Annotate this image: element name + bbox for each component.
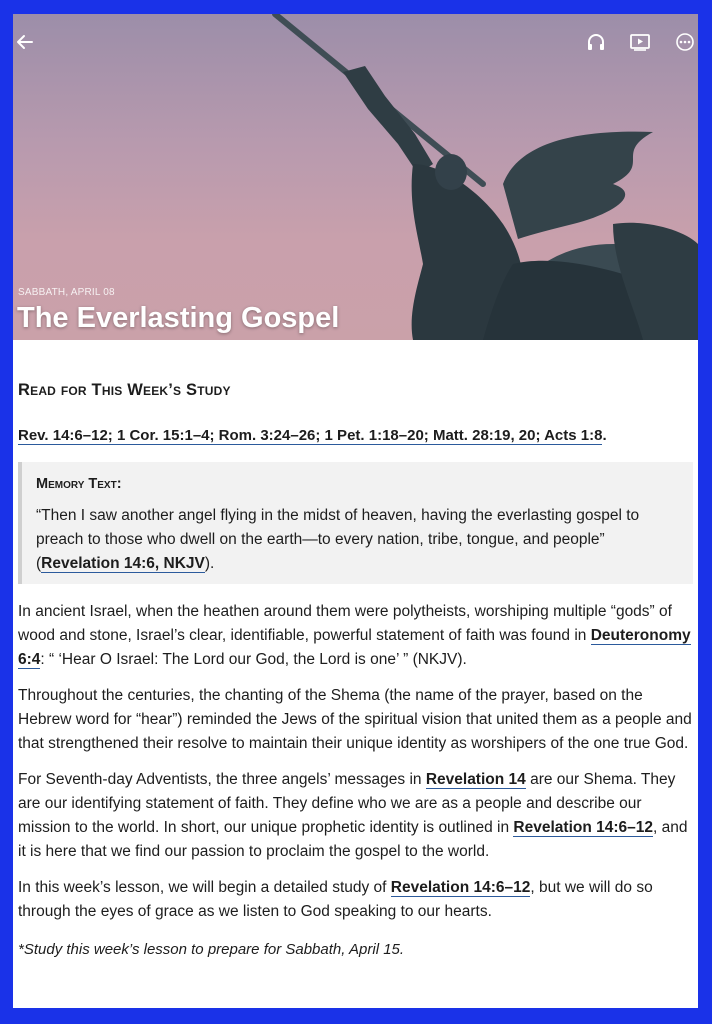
paragraph-3-text-a: For Seventh-day Adventists, the three angels’ messages in — [18, 771, 426, 788]
memory-text-box — [18, 462, 693, 584]
play-video-icon[interactable] — [628, 30, 652, 54]
lesson-content — [13, 378, 698, 962]
footnote: *Study this week’s lesson to prepare for Sabbath, April 15. — [18, 941, 405, 958]
paragraph-4-text-a: In this week’s lesson, we will begin a detailed study of — [18, 879, 391, 896]
paragraph-1-text-a: In ancient Israel, when the heathen around them were polytheists, worshiping multiple “gods” of wood and stone, Israel’s clear, identifiable, powerful statement of faith was found in — [18, 603, 672, 644]
paragraph-3 — [18, 768, 693, 864]
hero-banner — [13, 14, 698, 340]
paragraph-1 — [18, 600, 693, 672]
references-end: . — [602, 427, 607, 444]
paragraph-3-text-b: are our Shema. They are our identifying statement of faith. They define who we are as a people and describe our mission to the world. In short, our unique prophetic identity is outlined in — [18, 771, 676, 836]
read-heading: Read for This Week’s Study — [18, 381, 231, 399]
app-frame — [13, 14, 698, 1008]
paragraph-4 — [18, 876, 693, 924]
references-link[interactable]: Rev. 14:6–12; 1 Cor. 15:1–4; Rom. 3:24–26; 1 Pet. 1:18–20; Matt. 28:19, 20; Acts 1:8 — [18, 427, 603, 444]
revelation-14-6-12-link[interactable]: Revelation 14:6–12 — [513, 819, 653, 836]
paragraph-4-text-b: , but we will do so through the eyes of grace as we listen to God speaking to our hearts. — [18, 879, 653, 920]
revelation-14-6-12-link-2[interactable]: Revelation 14:6–12 — [390, 879, 531, 896]
back-arrow-icon[interactable] — [13, 30, 37, 54]
memory-verse-end: ). — [204, 555, 215, 572]
top-toolbar — [13, 14, 698, 70]
memory-verse: “Then I saw another angel flying in the midst of heaven, having the everlasting gospel to preach to those who dwell on the earth—to every nation, tribe, tongue, and people” ( — [36, 507, 640, 572]
paragraph-2: Throughout the centuries, the chanting of the Shema (the name of the prayer, based on the Hebrew word for “hear”) reminded the Jews of the spiritual vision that united them as a people and that strengthened their resolve to maintain their unique identity as worshipers of the one true God. — [18, 687, 692, 752]
revelation-14-link[interactable]: Revelation 14 — [425, 771, 526, 788]
headphones-icon[interactable] — [584, 30, 608, 54]
memory-text-body — [36, 504, 681, 576]
study-references — [18, 424, 693, 448]
deuteronomy-link[interactable]: Deuteronomy 6:4 — [18, 627, 691, 668]
memory-verse-link[interactable]: Revelation 14:6, NKJV — [41, 555, 205, 572]
paragraph-1-text-b: : “ ‘Hear O Israel: The Lord our God, the Lord is one’ ” (NKJV). — [40, 651, 467, 668]
more-options-icon[interactable] — [673, 30, 697, 54]
lesson-date: SABBATH, APRIL 08 — [18, 287, 115, 298]
paragraph-3-text-c: , and it is here that we find our passion to proclaim the gospel to the world. — [18, 819, 688, 860]
lesson-title: The Everlasting Gospel — [17, 302, 340, 334]
memory-text-label: Memory Text: — [36, 476, 122, 492]
